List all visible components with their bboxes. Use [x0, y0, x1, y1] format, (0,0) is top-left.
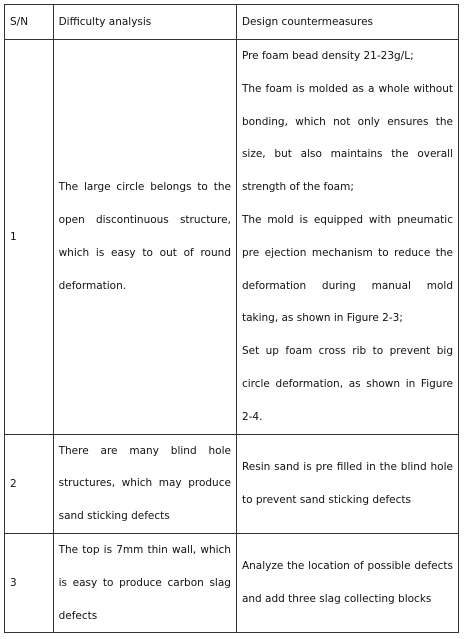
table-header-row	[5, 5, 459, 40]
cell-sn: 2	[5, 434, 54, 533]
cell-difficulty	[53, 533, 236, 632]
header-difficulty-analysis: Difficulty analysis	[53, 5, 236, 40]
table-row	[5, 533, 459, 632]
cell-sn: 3	[5, 533, 54, 632]
cell-sn: 1	[5, 40, 54, 435]
design-item: Analyze the location of possible defects and add three slag collecting blocks	[241, 560, 453, 606]
design-item: The mold is equipped with pneumatic pre ejection mechanism to reduce the deformation during manual mold taking, as shown in Figure 2-3;	[241, 213, 453, 325]
header-sn: S/N	[5, 5, 54, 40]
table-row	[5, 434, 459, 533]
difficulty-text: There are many blind hole structures, which may produce sand sticking defects	[58, 444, 231, 523]
design-list	[242, 40, 453, 434]
design-item: The foam is molded as a whole without bonding, which not only ensures the size, but also maintains the overall strength of the foam;	[241, 82, 453, 194]
table-row	[5, 40, 459, 435]
cell-difficulty	[53, 434, 236, 533]
design-item: Set up foam cross rib to prevent big circle deformation, as shown in Figure 2-4.	[241, 345, 453, 423]
cell-design	[236, 533, 458, 632]
header-design-countermeasures: Design countermeasures	[236, 5, 458, 40]
cell-difficulty	[53, 40, 236, 435]
difficulty-text: The large circle belongs to the open discontinuous structure, which is easy to out of round deformation.	[58, 181, 231, 292]
design-item: Pre foam bead density 21-23g/L;	[241, 50, 414, 62]
design-item: Resin sand is pre filled in the blind hole to prevent sand sticking defects	[241, 460, 453, 506]
cell-design	[236, 40, 458, 435]
cell-design	[236, 434, 458, 533]
difficulty-text: The top is 7mm thin wall, which is easy to produce carbon slag defects	[58, 543, 231, 622]
countermeasures-table	[4, 4, 459, 633]
